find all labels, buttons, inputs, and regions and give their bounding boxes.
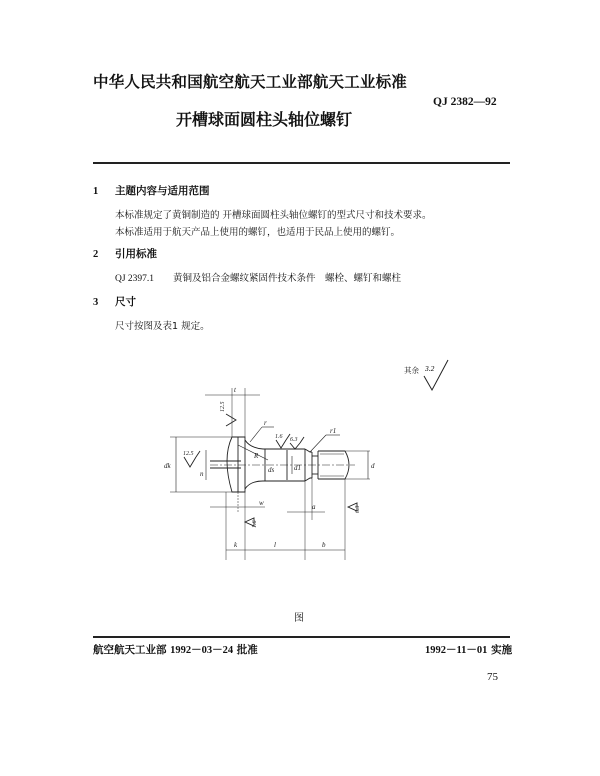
approval-date: 1992－03－24 <box>170 645 234 656</box>
roughness-mark: 12.5 <box>220 401 226 412</box>
dim-label-R: R <box>254 452 259 460</box>
section-1-paragraph-1: 本标准规定了黄铜制造的 开槽球面圆柱头轴位螺钉的型式尺寸和技术要求。 <box>115 210 432 221</box>
roughness-value: 3.2 <box>425 364 435 373</box>
dim-label-r: r <box>264 419 267 427</box>
page-number: 75 <box>487 671 498 683</box>
dim-label-n: n <box>200 470 204 478</box>
approval-line <box>93 642 258 657</box>
roughness-mark: 6.3 <box>290 437 298 443</box>
standard-number: QJ 2382—92 <box>433 96 497 108</box>
dim-label-t: t <box>234 386 236 394</box>
section-number: 1 <box>93 186 99 197</box>
roughness-symbol-icon <box>420 356 460 392</box>
section-number: 3 <box>93 297 99 308</box>
dim-label-d: d <box>371 462 375 470</box>
roughness-mark: 12.5 <box>183 451 194 457</box>
reference-title: 黄铜及铝合金螺纹紧固件技术条件 螺栓、螺钉和螺柱 <box>173 273 402 284</box>
section-title: 主题内容与适用范围 <box>115 185 210 197</box>
implementation-date: 1992－11－01 <box>425 645 488 656</box>
dim-label-ds: ds <box>268 466 275 474</box>
implementation-line <box>425 642 512 657</box>
dim-label-r1: r1 <box>330 427 337 435</box>
roughness-mark: 1.6 <box>275 434 283 440</box>
section-1-heading <box>93 183 210 198</box>
section-number: 2 <box>93 249 99 260</box>
footer-divider <box>93 636 510 638</box>
general-roughness-note <box>404 365 419 376</box>
section-title: 引用标准 <box>115 248 157 260</box>
header-divider <box>93 162 510 164</box>
dim-label-dk: dk <box>164 462 171 470</box>
reference-code: QJ 2397.1 <box>115 274 155 284</box>
dim-label-b: b <box>322 541 326 549</box>
dim-label-w: w <box>259 499 264 507</box>
section-3-paragraph-1: 尺寸按图及表1 规定。 <box>115 321 210 332</box>
screw-technical-drawing <box>150 380 380 590</box>
roughness-mark: 1.6 <box>252 520 258 528</box>
roughness-mark: 6.3 <box>355 505 361 513</box>
section-title: 尺寸 <box>115 296 136 308</box>
implementation-suffix: 实施 <box>487 644 513 656</box>
dim-label-d1: d1 <box>294 464 301 472</box>
approval-authority: 航空航天工业部 <box>93 644 171 656</box>
dim-label-l: l <box>274 541 276 549</box>
roughness-note-label: 其余 <box>404 366 419 375</box>
organization-title: 中华人民共和国航空航天工业部航天工业标准 <box>93 73 408 91</box>
reference-standard <box>115 270 401 284</box>
dim-label-a: a <box>312 503 316 511</box>
approval-suffix: 批准 <box>233 644 258 656</box>
section-1-paragraph-2: 本标准适用于航天产品上使用的螺钉，也适用于民品上使用的螺钉。 <box>115 227 401 238</box>
figure-caption: 图 <box>294 613 304 624</box>
dim-label-k: k <box>234 541 238 549</box>
section-2-heading <box>93 246 157 261</box>
section-3-heading <box>93 294 136 309</box>
document-title: 开槽球面圆柱头轴位螺钉 <box>176 110 353 129</box>
